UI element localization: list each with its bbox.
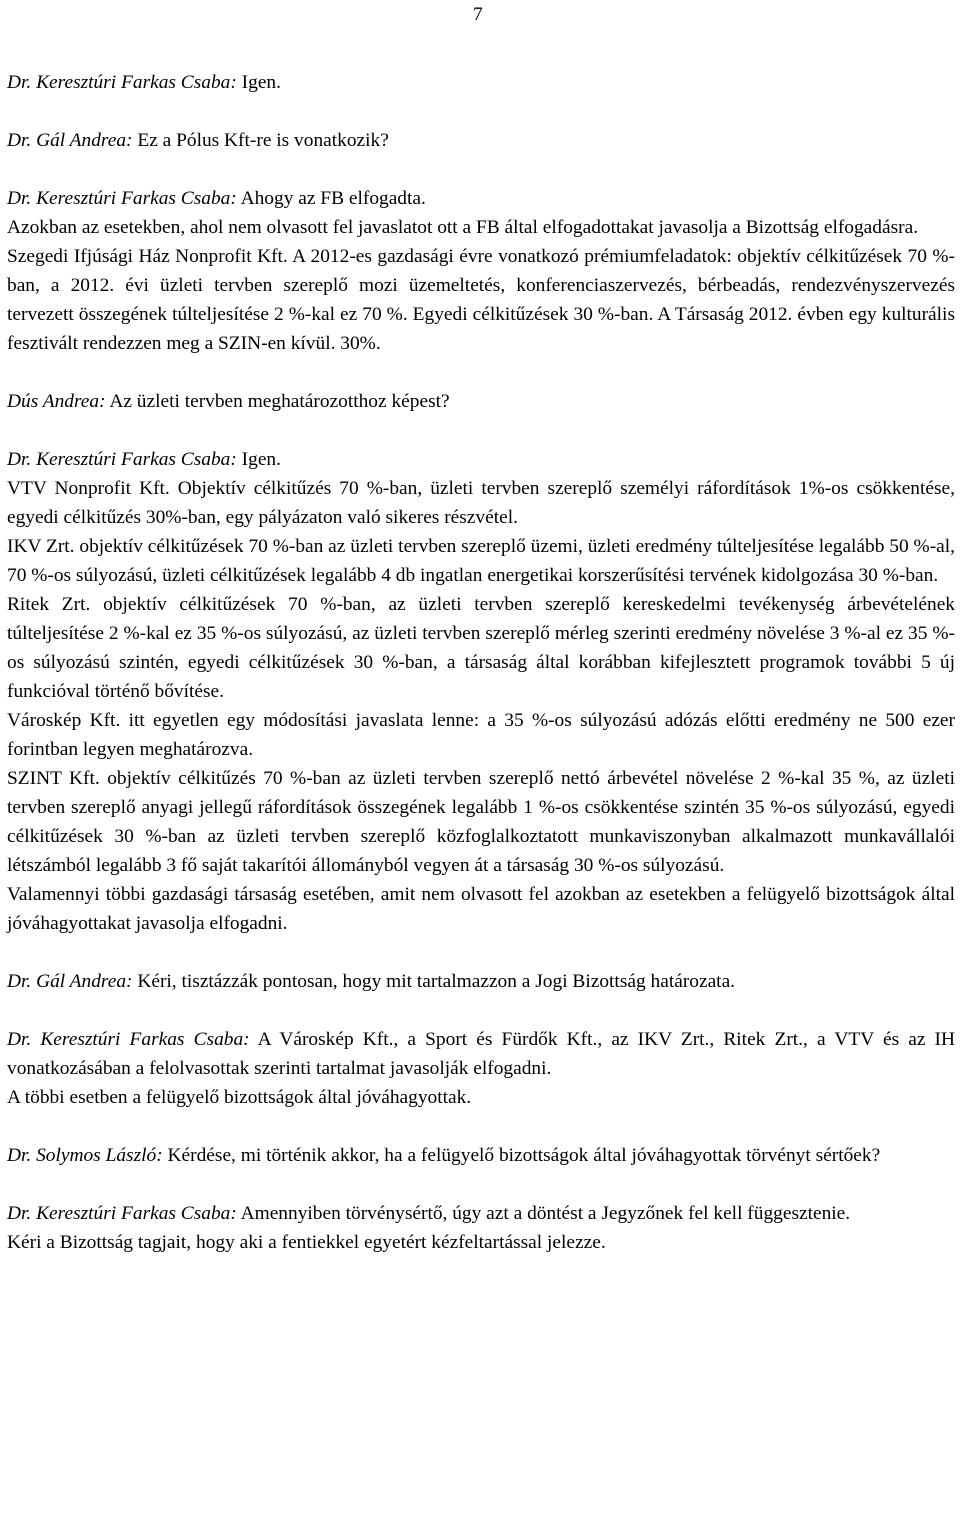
paragraph: [7, 213, 955, 242]
paragraph: [7, 1141, 955, 1170]
speaker-name: Dr. Keresztúri Farkas Csaba:: [7, 449, 237, 470]
paragraph: [7, 474, 955, 532]
speaker-name: Dr. Keresztúri Farkas Csaba:: [7, 1203, 237, 1224]
paragraph: [7, 1228, 955, 1257]
paragraph-text: Valamennyi többi gazdasági társaság esetében, amit nem olvasott fel azokban az esetekben a felügyelő bizottságok által jóváhagyottakat javasolja elfogadni.: [7, 884, 955, 934]
speaker-name: Dús Andrea:: [7, 391, 106, 412]
paragraph-text: Igen.: [236, 72, 281, 93]
paragraph-text: Amennyiben törvénysértő, úgy azt a döntést a Jegyzőnek fel kell függesztenie.: [236, 1203, 851, 1224]
paragraph-text: Ritek Zrt. objektív célkitűzések 70 %-ban, az üzleti tervben szereplő kereskedelmi tevékenység árbevételének túlteljesítése 2 %-kal ez 35 %-os súlyozású, az üzleti tervben szereplő mérleg szerinti eredmény növelése 3 %-al ez 35 %-os súlyozású szintén, egyedi célkitűzések 30 %-ban, a társaság által korábban kifejlesztett programok további 5 új funkcióval történő bővítése.: [7, 594, 955, 702]
paragraph-text: Az üzleti tervben meghatározotthoz képest?: [105, 391, 450, 412]
speaker-name: Dr. Solymos László:: [7, 1145, 163, 1166]
paragraph: [7, 967, 955, 996]
paragraph-text: VTV Nonprofit Kft. Objektív célkitűzés 70 %-ban, üzleti tervben szereplő személyi ráfordítások 1%-os csökkentése, egyedi célkitűzés 30%-ban, egy pályázaton való sikeres részvétel.: [7, 478, 955, 528]
paragraph: [7, 1199, 955, 1228]
paragraph: [7, 1083, 955, 1112]
paragraph-text: Ahogy az FB elfogadta.: [236, 188, 426, 209]
paragraph-text: Igen.: [236, 449, 281, 470]
paragraph: [7, 706, 955, 764]
paragraph: [7, 445, 955, 474]
page-number: 7: [473, 4, 483, 25]
paragraph: [7, 532, 955, 590]
paragraph-text: Kérdése, mi történik akkor, ha a felügyelő bizottságok által jóváhagyottak törvényt sértőek?: [162, 1145, 881, 1166]
paragraph: [7, 590, 955, 706]
paragraph: [7, 387, 955, 416]
paragraph-text: A Városkép Kft., a Sport és Fürdők Kft., az IKV Zrt., Ritek Zrt., a VTV és az IH vonatkozásában a felolvasottak szerinti tartalmat javasolják elfogadni.: [7, 1029, 956, 1079]
paragraph: [7, 764, 955, 880]
speaker-name: Dr. Keresztúri Farkas Csaba:: [7, 1029, 250, 1050]
speaker-name: Dr. Keresztúri Farkas Csaba:: [7, 72, 237, 93]
paragraph-text: A többi esetben a felügyelő bizottságok által jóváhagyottak.: [7, 1087, 472, 1108]
speaker-name: Dr. Keresztúri Farkas Csaba:: [7, 188, 237, 209]
document-body: [7, 68, 955, 1257]
speaker-name: Dr. Gál Andrea:: [7, 971, 133, 992]
paragraph: [7, 1025, 955, 1083]
paragraph-text: Szegedi Ifjúsági Ház Nonprofit Kft. A 2012-es gazdasági évre vonatkozó prémiumfeladatok: objektív célkitűzések 70 %-ban, a 2012. évi üzleti tervben szereplő mozi üzemeltetés, konferenciaszervezés, bérbeadás, rendezvényszervezés tervezett összegének túlteljesítése 2 %-kal ez 70 %. Egyedi célkitűzések 30 %-ban. A Társaság 2012. évben egy kulturális fesztivált rendezzen meg a SZIN-en kívül. 30%.: [7, 246, 955, 354]
paragraph-text: Azokban az esetekben, ahol nem olvasott fel javaslatot ott a FB által elfogadottakat javasolja a Bizottság elfogadásra.: [7, 217, 919, 238]
paragraph: [7, 184, 955, 213]
paragraph: [7, 68, 955, 97]
paragraph-text: IKV Zrt. objektív célkitűzések 70 %-ban az üzleti tervben szereplő üzemi, üzleti eredmény túlteljesítése legalább 50 %-al, 70 %-os súlyozású, üzleti célkitűzések legalább 4 db ingatlan energetikai korszerűsítési tervének kidolgozása 30 %-ban.: [7, 536, 955, 586]
paragraph-text: Kéri, tisztázzák pontosan, hogy mit tartalmazzon a Jogi Bizottság határozata.: [132, 971, 736, 992]
paragraph: [7, 242, 955, 358]
paragraph-text: Városkép Kft. itt egyetlen egy módosítási javaslata lenne: a 35 %-os súlyozású adózás előtti eredmény ne 500 ezer forintban legyen meghatározva.: [7, 710, 955, 760]
paragraph-text: SZINT Kft. objektív célkitűzés 70 %-ban az üzleti tervben szereplő nettó árbevétel növelése 2 %-kal 35 %, az üzleti tervben szereplő anyagi jellegű ráfordítások összegének legalább 1 %-os csökkentése szintén 35 %-os súlyozású, egyedi célkitűzések 30 %-ban az üzleti tervben szereplő közfoglalkoztatott munkaviszonyban alkalmazott munkavállalói létszámból legalább 3 fő saját takarítói állományból vegyen át a társaság 30 %-os súlyozású.: [7, 768, 955, 876]
speaker-name: Dr. Gál Andrea:: [7, 130, 133, 151]
paragraph: [7, 880, 955, 938]
paragraph: [7, 126, 955, 155]
paragraph-text: Ez a Pólus Kft-re is vonatkozik?: [132, 130, 389, 151]
paragraph-text: Kéri a Bizottság tagjait, hogy aki a fentiekkel egyetért kézfeltartással jelezze.: [7, 1232, 606, 1253]
